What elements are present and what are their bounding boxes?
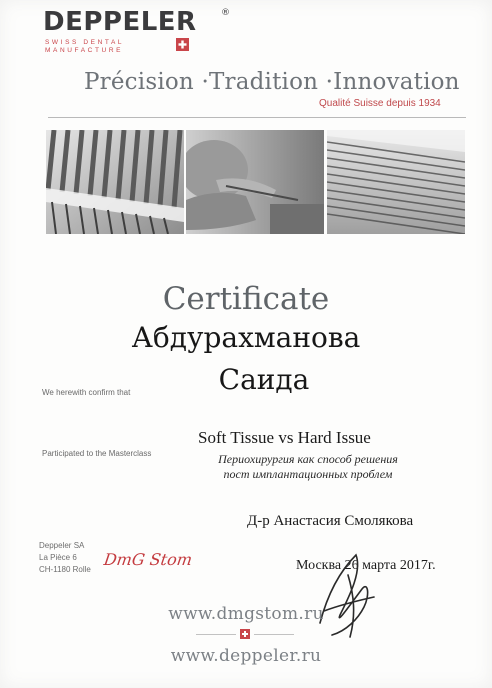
divider-line [48,117,466,118]
tagline: Précision ·Tradition ·Innovation [84,69,460,95]
deppeler-url: www.deppeler.ru [170,646,322,666]
certificate-title: Certificate [162,281,330,317]
recipient-last-name: Абдурахманова [131,321,361,354]
photo-instrument-tips [327,130,465,234]
logo-line-1: SWISS DENTAL [45,39,125,46]
photo-craftsman-hands [186,130,324,234]
footer-line-left [196,634,236,635]
logo-registered-mark: ® [221,8,230,18]
logo-line-2: MANUFACTURE [45,47,124,54]
company-city: CH-1180 Rolle [39,565,91,574]
handwritten-signature [310,545,380,640]
place-and-date: Москва 26 марта 2017г. [296,558,436,573]
logo-brand: DEPPELER [43,7,197,37]
company-street: La Pièce 6 [39,553,77,562]
course-subtitle-line-2: пост имплантационных проблем [223,467,393,481]
dmg-stom-signature-logo: DmG Stom [102,550,194,569]
recipient-first-name: Саида [218,363,310,396]
photo-dental-instruments-rack [46,130,184,234]
participated-label: Participated to the Masterclass [42,449,152,458]
quality-since: Qualité Suisse depuis 1934 [319,98,441,109]
swiss-cross-icon [240,629,250,639]
course-title: Soft Tissue vs Hard Issue [198,428,371,447]
deppeler-logo [43,7,230,54]
dmgstom-url: www.dmgstom.ru [168,604,324,624]
course-subtitle-line-1: Периохирургия как способ решения [218,452,398,466]
swiss-flag-icon [176,38,189,51]
footer-line-right [254,634,294,635]
confirm-label: We herewith confirm that [42,388,131,397]
lecturer-name: Д-р Анастасия Смолякова [247,513,414,529]
company-name: Deppeler SA [39,541,85,550]
